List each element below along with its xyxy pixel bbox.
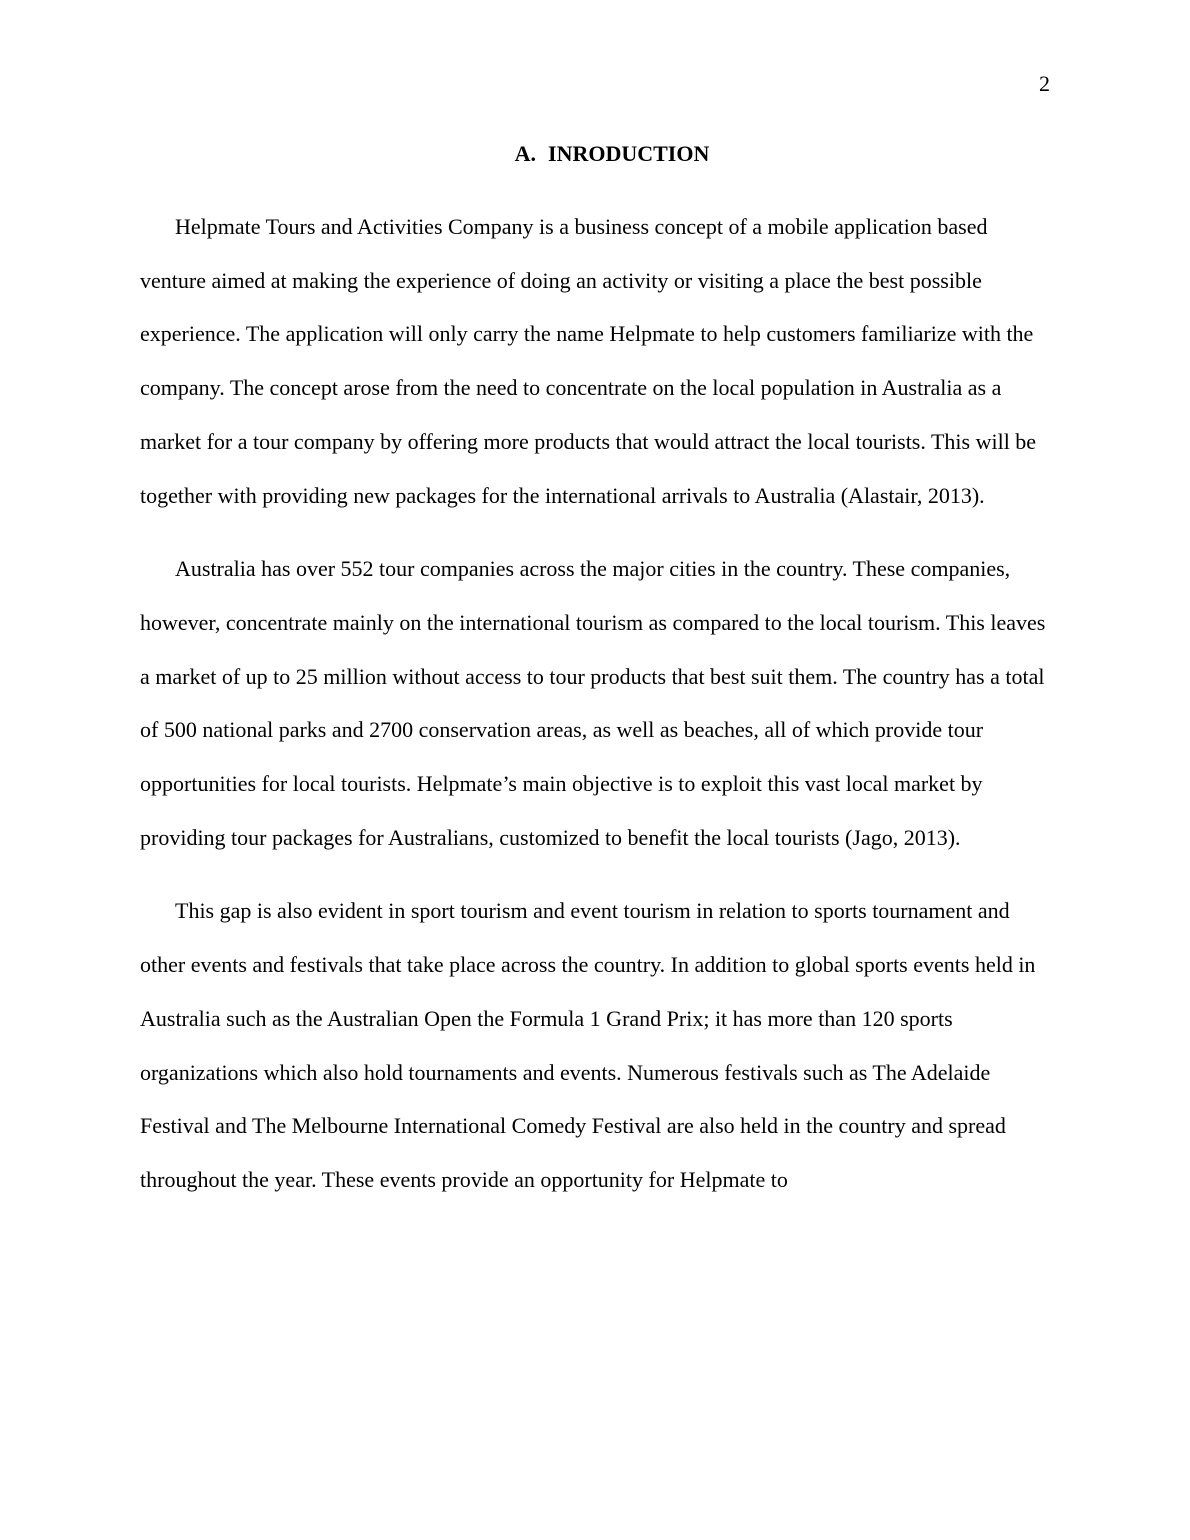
- paragraph-2: Australia has over 552 tour companies across the major cities in the country. These companies, however, concentrate mainly on the international tourism as compared to the local tourism. This leaves a market of up to 25 million without access to tour products that best suit them. The country has a total of 500 national parks and 2700 conservation areas, as well as beaches, all of which provide tour opportunities for local tourists. Helpmate’s main objective is to exploit this vast local market by providing tour packages for Australians, customized to benefit the local tourists (Jago, 2013).: [140, 556, 1046, 850]
- section-number: A.: [514, 141, 537, 166]
- body-text: [140, 200, 1050, 1227]
- paragraph-3: This gap is also evident in sport tourism and event tourism in relation to sports tournament and other events and festivals that take place across the country. In addition to global sports events held in Australia such as the Australian Open the Formula 1 Grand Prix; it has more than 120 sports organizations which also hold tournaments and events. Numerous festivals such as The Adelaide Festival and The Melbourne International Comedy Festival are also held in the country and spread throughout the year. These events provide an opportunity for Helpmate to: [140, 898, 1036, 1192]
- paragraph-1: Helpmate Tours and Activities Company is a business concept of a mobile application based venture aimed at making the experience of doing an activity or visiting a place the best possible experience. The application will only carry the name Helpmate to help customers familiarize with the company. The concept arose from the need to concentrate on the local population in Australia as a market for a tour company by offering more products that would attract the local tourists. This will be together with providing new packages for the international arrivals to Australia (Alastair, 2013).: [140, 214, 1037, 508]
- section-title: INRODUCTION: [548, 141, 710, 166]
- page-number: 2: [1039, 71, 1050, 96]
- section-heading: [140, 140, 1050, 168]
